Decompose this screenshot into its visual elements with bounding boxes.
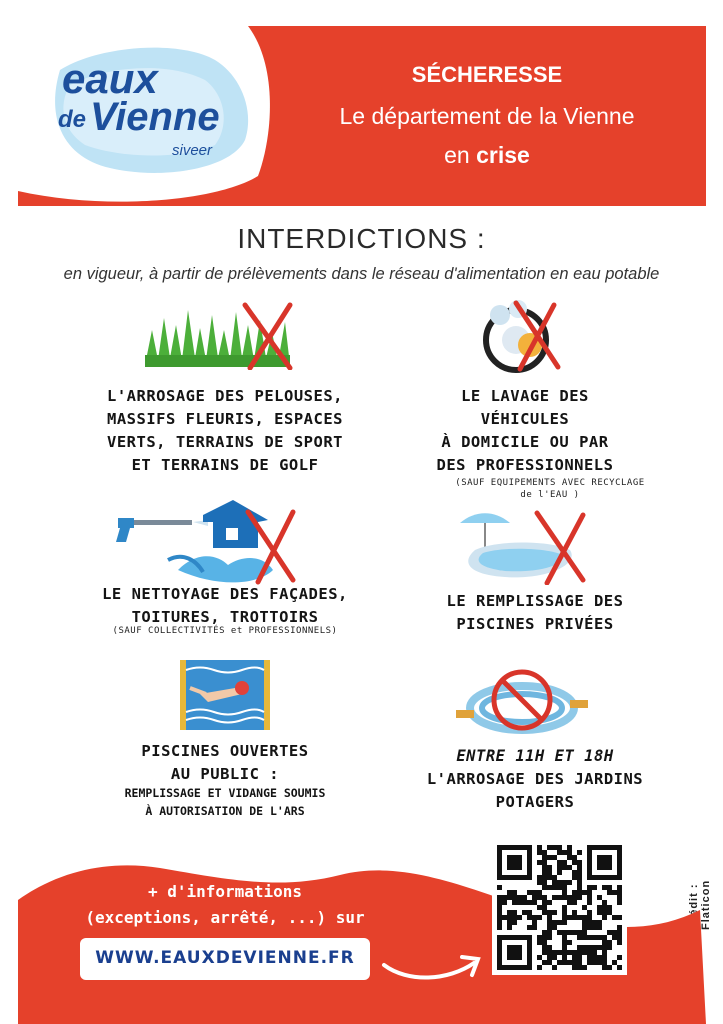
logo-word-vienne: Vienne <box>90 95 220 139</box>
lawns-caption-line: ET TERRAINS DE GOLF <box>131 456 319 474</box>
vehicles-caption-line: À DOMICILE OU PAR <box>441 433 609 451</box>
swimming-pool-icon <box>455 505 595 585</box>
vehicles-caption <box>400 385 650 477</box>
arrow-icon <box>378 935 488 985</box>
lawns-caption-line: MASSIFS FLEURIS, ESPACES <box>107 410 343 428</box>
footer-info-line: + d'informations <box>147 882 303 901</box>
lawns-caption-line: L'ARROSAGE DES PELOUSES, <box>107 387 343 405</box>
header-crisis-prefix: en <box>444 142 477 168</box>
public-pools-sub-line: À AUTORISATION DE L'ARS <box>145 804 305 818</box>
logo-word-eaux: eaux <box>62 55 158 102</box>
public-pools-sub <box>60 784 390 820</box>
facades-note: (SAUF COLLECTIVITÉS et PROFESSIONNELS) <box>112 626 338 636</box>
vehicles-note <box>405 477 695 501</box>
logo-word-de: de <box>58 106 87 133</box>
gardens-caption <box>400 768 670 814</box>
logo-word-siveer: siveer <box>172 142 213 159</box>
website-link[interactable]: WWW.EAUXDEVIENNE.FR <box>95 948 355 968</box>
vehicles-caption-line: VÉHICULES <box>480 410 570 428</box>
vehicles-note-line: de l'EAU ) <box>520 490 580 500</box>
interdictions-subtitle: en vigueur, à partir de prélèvements dans le réseau d'alimentation en eau potable <box>63 265 660 283</box>
gardens-caption-line: POTAGERS <box>495 793 575 811</box>
vehicles-caption-line: LE LAVAGE DES <box>461 387 589 405</box>
grass-icon <box>140 300 300 370</box>
qr-code[interactable] <box>492 840 627 975</box>
public-pools-sub-line: REMPLISSAGE ET VIDANGE SOUMIS <box>124 786 326 800</box>
lawns-caption <box>60 385 390 477</box>
gardens-time: ENTRE 11H ET 18H <box>456 747 614 765</box>
vehicles-note-line: (SAUF EQUIPEMENTS AVEC RECYCLAGE <box>455 478 645 488</box>
car-wash-icon <box>478 295 568 375</box>
facades-caption <box>60 583 390 629</box>
garden-hose-icon <box>452 668 592 738</box>
eaux-de-vienne-logo <box>40 40 270 185</box>
pools-caption-line: LE REMPLISSAGE DES <box>446 592 624 610</box>
public-pools-caption-line: PISCINES OUVERTES <box>141 742 309 760</box>
facades-caption-line: TOITURES, TROTTOIRS <box>131 608 319 626</box>
header-crisis-line <box>272 142 702 169</box>
pressure-washer-icon <box>108 500 308 590</box>
swimmer-icon <box>180 660 270 730</box>
qr-code-pattern <box>492 840 627 975</box>
public-pools-caption-line: AU PUBLIC : <box>170 765 280 783</box>
image-credit: Crédit : Flaticon <box>688 879 712 930</box>
interdictions-title: INTERDICTIONS : <box>237 223 486 254</box>
public-pools-caption <box>60 740 390 786</box>
facades-caption-line: LE NETTOYAGE DES FAÇADES, <box>102 585 348 603</box>
vehicles-caption-line: DES PROFESSIONNELS <box>436 456 614 474</box>
header-title: SÉCHERESSE <box>411 62 563 87</box>
header-subtitle: Le département de la Vienne <box>339 103 635 129</box>
footer-exceptions-line: (exceptions, arrêté, ...) sur <box>85 908 365 927</box>
gardens-caption-line: L'ARROSAGE DES JARDINS <box>426 770 644 788</box>
header-crisis-word: crise <box>476 142 530 168</box>
pools-caption <box>400 590 670 636</box>
pools-caption-line: PISCINES PRIVÉES <box>456 615 614 633</box>
lawns-caption-line: VERTS, TERRAINS DE SPORT <box>107 433 343 451</box>
